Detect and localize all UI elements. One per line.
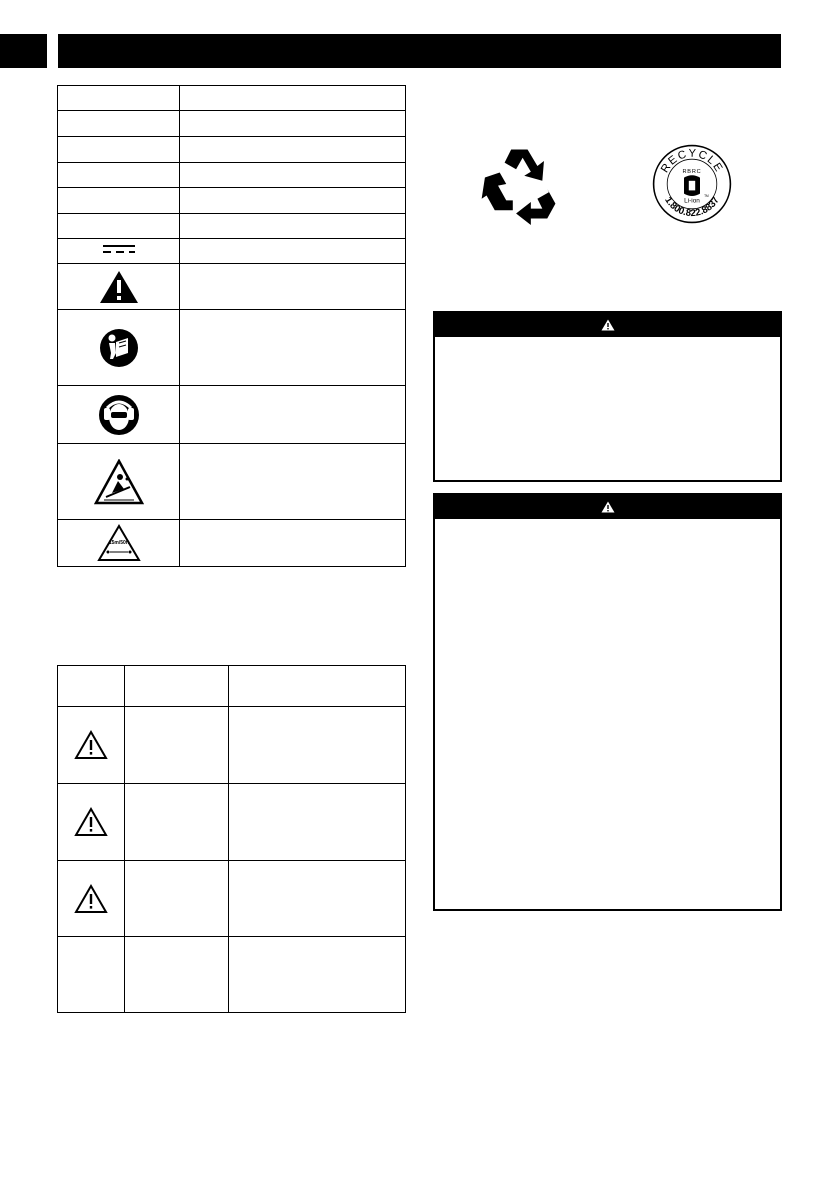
thrown-objects-icon	[94, 459, 144, 505]
meaning-cell	[229, 937, 406, 1013]
symbol-cell	[58, 163, 180, 188]
symbols-table	[57, 85, 406, 567]
table-row	[58, 264, 406, 310]
signal-cell	[125, 707, 229, 784]
seal-text-tm: TM	[704, 193, 709, 198]
symbol-cell	[58, 214, 180, 239]
rbrc-recycle-seal-icon	[652, 144, 732, 224]
table-row	[58, 444, 406, 520]
table-row	[58, 861, 406, 937]
table-row	[58, 163, 406, 188]
description-cell	[180, 188, 406, 214]
table-row	[58, 937, 406, 1013]
table-row	[58, 520, 406, 567]
description-cell	[180, 214, 406, 239]
meaning-cell	[229, 707, 406, 784]
meaning-cell	[229, 861, 406, 937]
warning-box-header	[435, 313, 780, 337]
meaning-cell	[229, 784, 406, 861]
description-cell	[180, 111, 406, 137]
symbol-cell	[58, 239, 180, 264]
seal-text-org: RBRC	[682, 168, 702, 175]
symbol-cell	[58, 784, 125, 861]
signal-cell	[125, 666, 229, 707]
table-row	[58, 86, 406, 111]
meaning-cell	[229, 666, 406, 707]
symbol-cell	[58, 188, 180, 214]
symbol-cell	[58, 111, 180, 137]
warning-triangle-outline-icon	[74, 730, 108, 760]
description-cell	[180, 444, 406, 520]
description-cell	[180, 239, 406, 264]
direct-current-icon	[101, 242, 137, 256]
description-cell	[180, 264, 406, 310]
keep-bystanders-away-icon	[97, 524, 141, 562]
table-row	[58, 386, 406, 444]
warning-triangle-outline-icon	[74, 884, 108, 914]
symbol-cell	[58, 310, 180, 386]
description-cell	[180, 86, 406, 111]
table-row	[58, 707, 406, 784]
warning-box	[433, 311, 782, 482]
safety-alert-icon	[99, 270, 139, 304]
eye-ear-protection-icon	[98, 394, 140, 436]
section-tab	[0, 34, 47, 68]
symbol-cell	[58, 707, 125, 784]
seal-text-chem: Li-ion	[684, 197, 700, 205]
table-row	[58, 137, 406, 163]
table-row	[58, 111, 406, 137]
symbol-cell	[58, 520, 180, 567]
table-row	[58, 239, 406, 264]
symbol-cell	[58, 137, 180, 163]
table-row	[58, 310, 406, 386]
warning-triangle-outline-icon	[74, 807, 108, 837]
table-row	[58, 784, 406, 861]
table-row	[58, 214, 406, 239]
warning-box	[433, 493, 782, 911]
symbol-cell	[58, 86, 180, 111]
seal-text-top: RECYCLE	[658, 147, 726, 176]
description-cell	[180, 520, 406, 567]
table-row	[58, 188, 406, 214]
symbol-cell	[58, 386, 180, 444]
signal-cell	[125, 784, 229, 861]
table-row	[58, 666, 406, 707]
symbol-cell	[58, 861, 125, 937]
symbol-cell	[58, 264, 180, 310]
recycle-arrows-icon	[480, 143, 562, 225]
symbol-cell	[58, 937, 125, 1013]
bystander-distance-text: 15m/50ft	[108, 540, 129, 546]
alert-triangle-icon	[601, 501, 615, 513]
signal-cell	[125, 861, 229, 937]
description-cell	[180, 137, 406, 163]
signal-cell	[125, 937, 229, 1013]
signal-words-table	[57, 665, 406, 1013]
description-cell	[180, 310, 406, 386]
description-cell	[180, 163, 406, 188]
symbol-cell	[58, 666, 125, 707]
seal-text-phone: 1.800.822.8837	[662, 195, 722, 220]
symbol-cell	[58, 444, 180, 520]
warning-box-header	[435, 495, 780, 519]
description-cell	[180, 386, 406, 444]
alert-triangle-icon	[601, 319, 615, 331]
header-bar	[58, 34, 781, 68]
read-manual-icon	[99, 328, 139, 368]
